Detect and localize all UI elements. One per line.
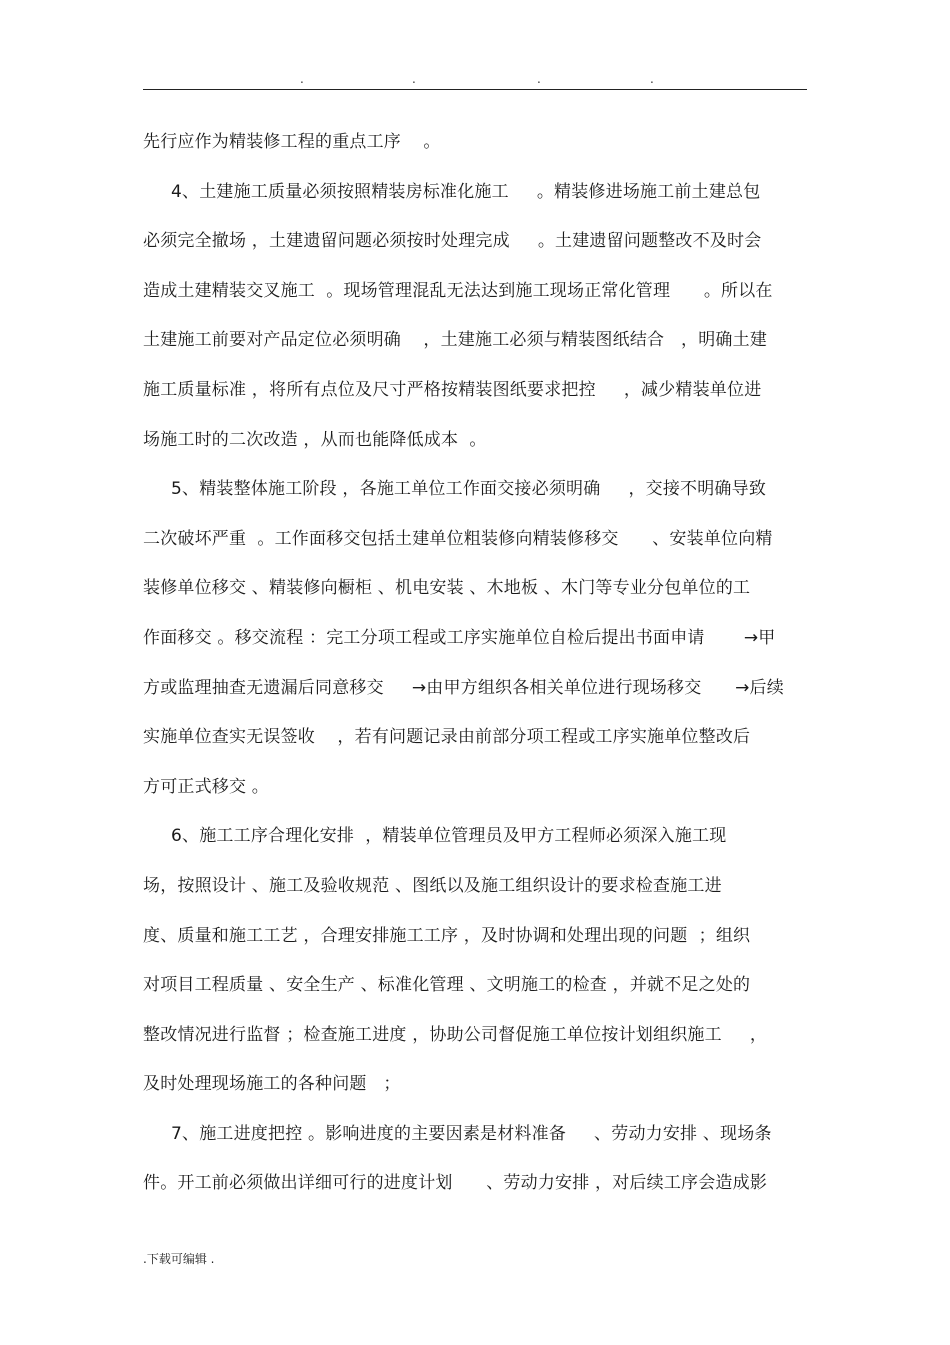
text-line: 7、施工进度把控 。影响进度的主要因素是材料准备 、劳动力安排 、现场条 [171,1123,772,1144]
text-line: 6、施工工序合理化安排 ，精装单位管理员及甲方工程师必须深入施工现 [171,826,727,847]
text-line: 对项目工程质量 、安全生产 、标准化管理 、文明施工的检查 ，并就不足之处的 [143,975,751,996]
text-line: 整改情况进行监督 ；检查施工进度 ，协助公司督促施工单位按计划组织施工 ， [143,1024,768,1045]
text-line: 方或监理抽查无遗漏后同意移交 →由甲方组织各相关单位进行现场移交 →后续 [143,677,784,698]
header-rule [143,89,807,90]
text-line: 5、精装整体施工阶段 ，各施工单位工作面交接必须明确 ，交接不明确导致 [171,479,767,500]
document-body [143,125,807,1216]
page-header-dots [0,70,950,88]
text-line: 造成土建精装交叉施工 。现场管理混乱无法达到施工现场正常化管理 。所以在 [143,280,773,301]
text-line: 度、质量和施工工艺 ，合理安排施工工序 ，及时协调和处理出现的问题 ；组织 [143,925,751,946]
text-line: 作面移交 。移交流程 ：完工分项工程或工序实施单位自检后提出书面申请 →甲 [143,627,776,648]
text-line: 先行应作为精装修工程的重点工序 。 [143,132,441,152]
text-line: 施工质量标准 ，将所有点位及尺寸严格按精装图纸要求把控 ，减少精装单位进 [143,379,762,400]
text-line: 场施工时的二次改造 ，从而也能降低成本 。 [143,429,487,450]
header-dot: . [650,72,654,86]
text-line: 方可正式移交 。 [143,776,270,797]
text-line: 4、土建施工质量必须按照精装房标准化施工 。精装修进场施工前土建总包 [171,181,761,202]
text-line: 件。开工前必须做出详细可行的进度计划 、劳动力安排 ，对后续工序会造成影 [143,1173,768,1194]
header-dot: . [412,72,416,86]
header-dot: . [300,72,304,86]
text-line: 实施单位查实无误签收 ，若有问题记录由前部分项工程或工序实施单位整改后 [143,727,751,748]
text-line: 及时处理现场施工的各种问题 ； [143,1074,401,1095]
text-line: 必须完全撤场 ，土建遗留问题必须按时处理完成 。土建遗留问题整改不及时会 [143,231,762,252]
text-line: 装修单位移交 、精装修向橱柜 、机电安装 、木地板 、木门等专业分包单位的工 [143,578,751,599]
text-line: 土建施工前要对产品定位必须明确 ，土建施工必须与精装图纸结合 ，明确土建 [143,330,768,351]
text-line: 场，按照设计 、施工及验收规范 、图纸以及施工组织设计的要求检查施工进 [143,875,722,896]
text-line: 二次破坏严重 。工作面移交包括土建单位粗装修向精装修移交 、安装单位向精 [143,528,773,549]
header-dot: . [537,72,541,86]
page-footer: .下载可编辑 . [143,1252,215,1266]
